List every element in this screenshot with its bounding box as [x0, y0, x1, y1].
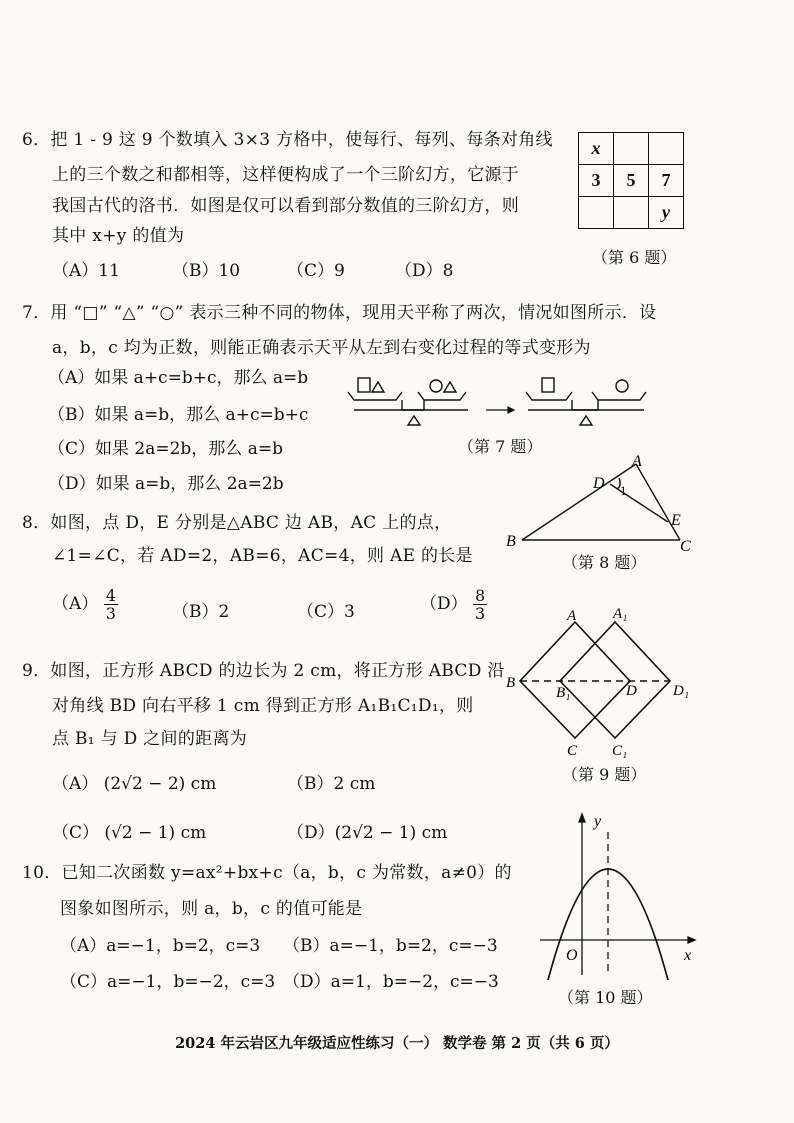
magic-square-grid: [578, 132, 684, 229]
point-label-d: D: [593, 475, 605, 492]
q6-line-1: 6．把 1 - 9 这 9 个数填入 3×3 方格中，使每行、每列、每条对角线: [22, 130, 553, 150]
triangle-abc-figure: [500, 452, 700, 552]
q10-line-1: 10．已知二次函数 y=ax²+bx+c（a，b，c 为常数，a≠0）的: [22, 863, 512, 883]
q7-line-1: 7．用 “□” “△” “○” 表示三种不同的物体，现用天平称了两次，情况如图所示．设: [22, 303, 657, 323]
q8-line-2: ∠1=∠C，若 AD=2，AB=6，AC=4，则 AE 的长是: [52, 546, 473, 566]
q6-line-2: 上的三个数之和都相等，这样便构成了一个三阶幻方，它源于: [52, 165, 520, 185]
q6-line-3: 我国古代的洛书．如图是仅可以看到部分数值的三阶幻方，则: [52, 196, 520, 216]
point-label-d: D: [626, 683, 637, 699]
translated-squares-figure: [500, 600, 700, 760]
q8-option-d[interactable]: （D） $\frac{8}{3}$: [420, 586, 486, 623]
q8-option-b[interactable]: （B）2: [172, 602, 230, 622]
q9-line-1: 9．如图，正方形 ABCD 的边长为 2 cm，将正方形 ABCD 沿: [22, 661, 505, 681]
grid-cell: y: [649, 197, 684, 229]
q6-option-a[interactable]: （A）11: [52, 261, 120, 281]
q6-line-4: 其中 x+y 的值为: [52, 226, 185, 246]
q7-option-d[interactable]: （D）如果 a=b，那么 2a=2b: [48, 474, 284, 494]
balance-scale-left: [348, 378, 468, 425]
q9-option-d[interactable]: （D）(2√2 − 1) cm: [287, 823, 448, 843]
q7-option-b[interactable]: （B）如果 a=b，那么 a+c=b+c: [48, 405, 309, 425]
q7-line-2: a，b，c 均为正数，则能正确表示天平从左到右变化过程的等式变形为: [52, 338, 591, 358]
side-ab: [522, 464, 636, 540]
q8-line-1: 8．如图，点 D，E 分别是△ABC 边 AB，AC 上的点，: [22, 513, 452, 533]
grid-cell: [579, 197, 614, 229]
square-a1b1c1d1: [560, 622, 670, 738]
q9-option-c[interactable]: （C） (√2 − 1) cm: [52, 823, 207, 843]
point-label-b: B: [506, 675, 516, 691]
point-label-a: A: [567, 608, 577, 624]
point-label-a: A: [632, 453, 642, 470]
q9-option-b[interactable]: （B）2 cm: [287, 774, 376, 794]
point-label-e: E: [671, 512, 681, 529]
x-axis-label: x: [684, 947, 692, 964]
q6-option-b[interactable]: （B）10: [172, 261, 241, 281]
arrow-right-icon: [486, 407, 514, 413]
q7-option-c[interactable]: （C）如果 2a=2b，那么 a=b: [48, 439, 283, 459]
fraction: $\frac{4}{3}$: [105, 586, 116, 623]
q8-figure-caption: （第 8 题）: [562, 553, 647, 572]
q8-option-a[interactable]: （A） $\frac{4}{3}$: [52, 586, 116, 623]
q8-option-c[interactable]: （C）3: [297, 602, 355, 622]
square-abcd: [520, 622, 630, 738]
q9-option-a[interactable]: （A） (2√2 − 2) cm: [52, 774, 217, 794]
q6-option-c[interactable]: （C）9: [287, 261, 345, 281]
q7-option-a[interactable]: （A）如果 a+c=b+c，那么 a=b: [48, 368, 309, 388]
point-label-c1: C₁: [612, 743, 628, 759]
point-label-c: C: [567, 743, 578, 759]
q6-option-d[interactable]: （D）8: [395, 261, 454, 281]
q9-line-3: 点 B₁ 与 D 之间的距离为: [52, 729, 248, 749]
balance-scales-figure: [340, 370, 670, 430]
angle-label-1: 1: [620, 483, 627, 498]
page-footer: 2024 年云岩区九年级适应性练习（一） 数学卷 第 2 页（共 6 页）: [175, 1035, 619, 1052]
fraction: $\frac{8}{3}$: [475, 586, 486, 623]
grid-cell: 7: [649, 165, 684, 197]
grid-cell: [614, 133, 649, 165]
q10-option-c[interactable]: （C）a=−1，b=−2，c=3: [60, 972, 276, 992]
balance-scale-right: [526, 378, 646, 425]
q10-option-a[interactable]: （A）a=−1，b=2，c=3: [60, 936, 261, 956]
q7-figure-caption: （第 7 题）: [458, 437, 543, 456]
grid-cell: 3: [579, 165, 614, 197]
triangle-object-icon: [372, 382, 384, 392]
x-axis-arrow-icon: [688, 937, 695, 943]
q9-figure-caption: （第 9 题）: [562, 765, 647, 784]
q6-figure-caption: （第 6 题）: [592, 248, 677, 267]
point-label-b1: B₁: [556, 685, 571, 701]
grid-cell: 5: [614, 165, 649, 197]
y-axis-label: y: [594, 813, 602, 830]
point-label-c: C: [680, 538, 691, 552]
grid-cell: x: [579, 133, 614, 165]
parabola-graph: [530, 810, 700, 980]
circle-object-icon: [616, 380, 628, 392]
y-axis-arrow-icon: [579, 814, 585, 822]
q9-line-2: 对角线 BD 向右平移 1 cm 得到正方形 A₁B₁C₁D₁，则: [52, 696, 474, 716]
origin-label: O: [566, 947, 578, 964]
grid-cell: [614, 197, 649, 229]
grid-cell: [649, 133, 684, 165]
q10-option-d[interactable]: （D）a=1，b=−2，c=−3: [283, 972, 499, 992]
point-label-d1: D₁: [673, 683, 690, 699]
q10-figure-caption: （第 10 题）: [558, 988, 653, 1007]
point-label-b: B: [506, 533, 516, 550]
q10-option-b[interactable]: （B）a=−1，b=2，c=−3: [283, 936, 498, 956]
square-object-icon: [542, 378, 554, 392]
circle-object-icon: [430, 380, 442, 392]
point-label-a1: A₁: [613, 606, 628, 622]
square-object-icon: [358, 378, 370, 392]
q10-line-2: 图象如图所示，则 a，b，c 的值可能是: [60, 899, 363, 919]
triangle-object-icon: [444, 382, 456, 392]
